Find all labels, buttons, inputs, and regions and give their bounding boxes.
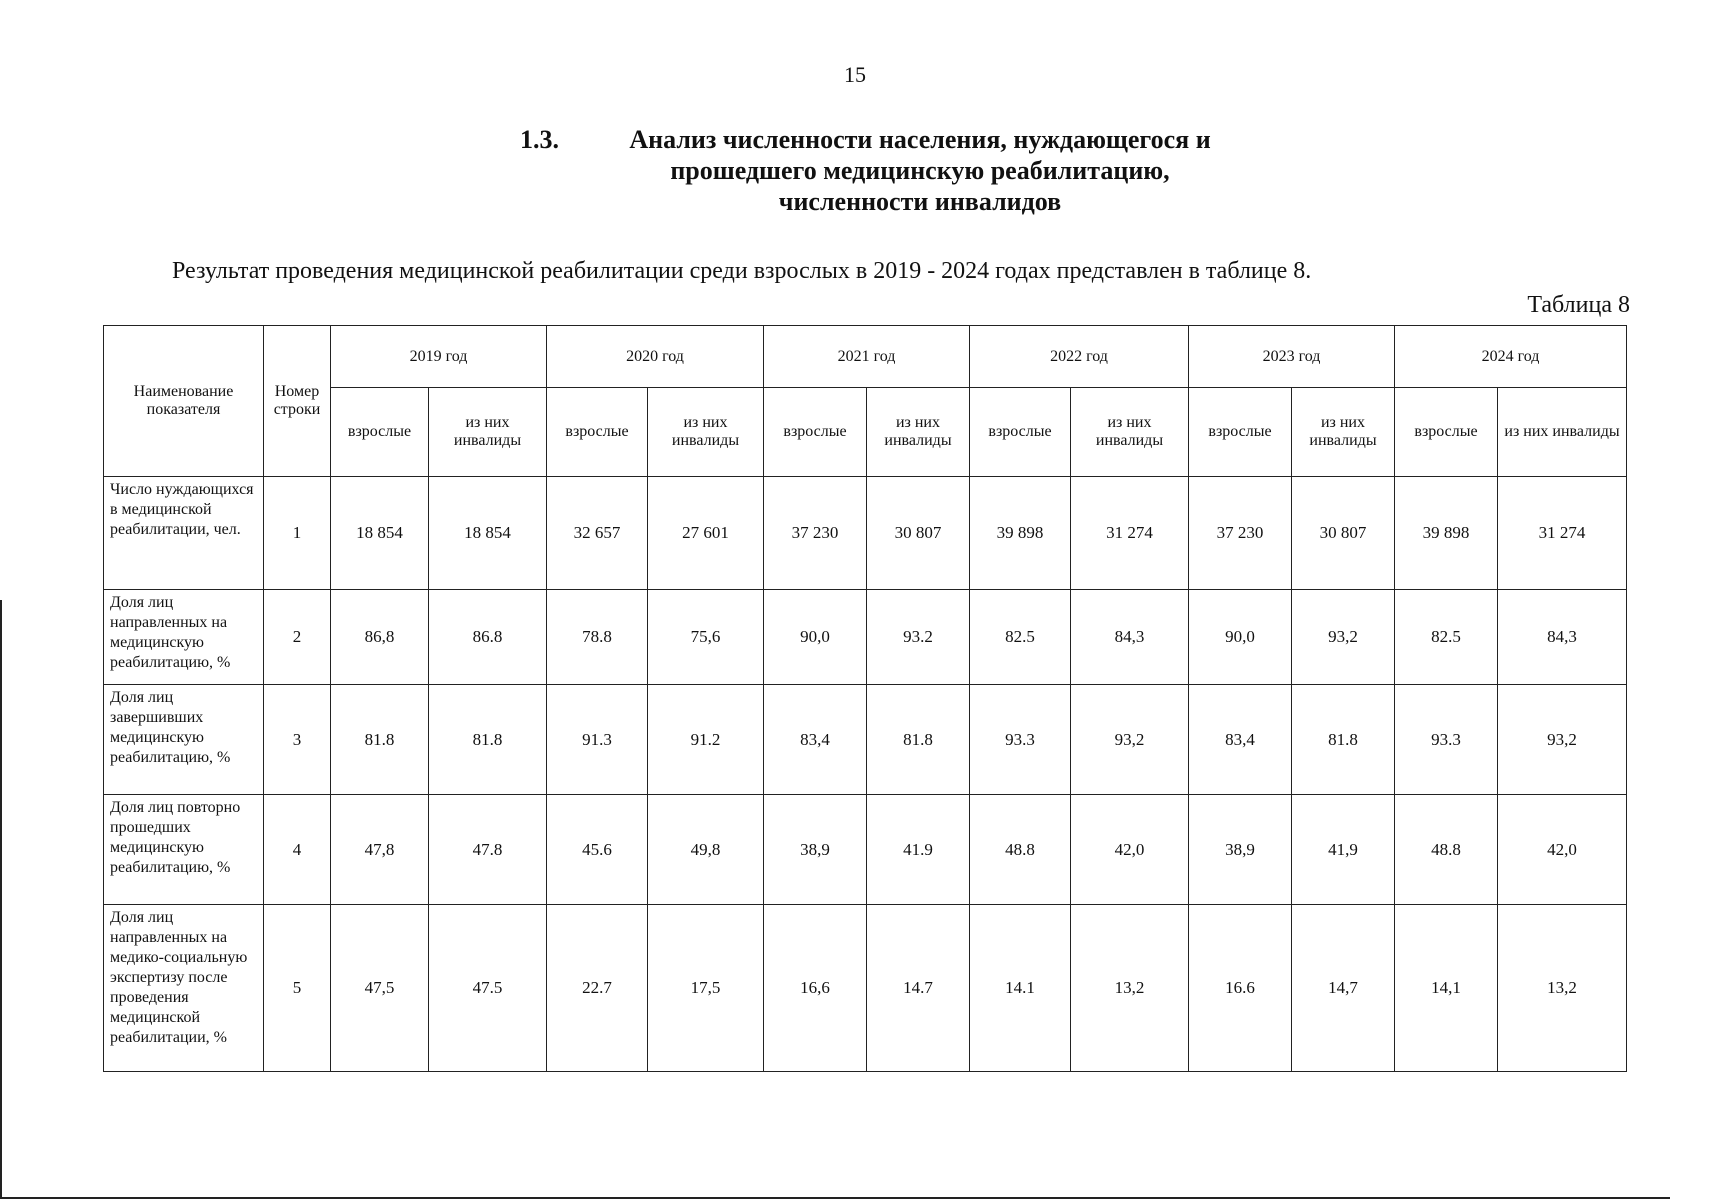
row-number: 4 xyxy=(264,795,331,905)
header-row-number: Номер строки xyxy=(264,326,331,477)
value-cell: 22.7 xyxy=(547,905,648,1072)
indicator-name: Доля лиц направленных на медицинскую реабилитацию, % xyxy=(104,590,264,685)
value-cell: 41,9 xyxy=(1292,795,1395,905)
subheader-adults: взрослые xyxy=(1395,388,1498,477)
value-cell: 13,2 xyxy=(1071,905,1189,1072)
value-cell: 27 601 xyxy=(648,477,764,590)
value-cell: 90,0 xyxy=(764,590,867,685)
value-cell: 14.1 xyxy=(970,905,1071,1072)
value-cell: 84,3 xyxy=(1498,590,1627,685)
value-cell: 78.8 xyxy=(547,590,648,685)
value-cell: 93.3 xyxy=(970,685,1071,795)
table-row xyxy=(104,905,1627,1072)
header-year-2022: 2022 год xyxy=(970,326,1189,388)
value-cell: 93,2 xyxy=(1071,685,1189,795)
value-cell: 93.2 xyxy=(867,590,970,685)
value-cell: 18 854 xyxy=(429,477,547,590)
indicator-name: Число нуждающихся в медицинской реабилитации, чел. xyxy=(104,477,264,590)
section-number: 1.3. xyxy=(520,125,559,154)
value-cell: 86.8 xyxy=(429,590,547,685)
value-cell: 93,2 xyxy=(1292,590,1395,685)
value-cell: 75,6 xyxy=(648,590,764,685)
indicator-name: Доля лиц повторно прошедших медицинскую реабилитацию, % xyxy=(104,795,264,905)
indicator-name: Доля лиц направленных на медико-социальную экспертизу после проведения медицинской реабилитации, % xyxy=(104,905,264,1072)
subheader-disabled: из них инвалиды xyxy=(648,388,764,477)
row-number: 1 xyxy=(264,477,331,590)
row-number: 5 xyxy=(264,905,331,1072)
value-cell: 81.8 xyxy=(1292,685,1395,795)
value-cell: 93.3 xyxy=(1395,685,1498,795)
section-heading xyxy=(520,124,1320,217)
value-cell: 42,0 xyxy=(1498,795,1627,905)
value-cell: 84,3 xyxy=(1071,590,1189,685)
table-row xyxy=(104,590,1627,685)
value-cell: 82.5 xyxy=(1395,590,1498,685)
subheader-adults: взрослые xyxy=(764,388,867,477)
value-cell: 49,8 xyxy=(648,795,764,905)
value-cell: 30 807 xyxy=(1292,477,1395,590)
value-cell: 31 274 xyxy=(1071,477,1189,590)
subheader-adults: взрослые xyxy=(547,388,648,477)
value-cell: 91.3 xyxy=(547,685,648,795)
header-year-2021: 2021 год xyxy=(764,326,970,388)
value-cell: 14,1 xyxy=(1395,905,1498,1072)
intro-paragraph: Результат проведения медицинской реабилитации среди взрослых в 2019 - 2024 годах представлен в таблице 8. xyxy=(172,258,1312,284)
value-cell: 47.5 xyxy=(429,905,547,1072)
value-cell: 47,8 xyxy=(331,795,429,905)
value-cell: 91.2 xyxy=(648,685,764,795)
header-year-2020: 2020 год xyxy=(547,326,764,388)
value-cell: 48.8 xyxy=(970,795,1071,905)
subheader-disabled: из них инвалиды xyxy=(1071,388,1189,477)
row-number: 3 xyxy=(264,685,331,795)
value-cell: 17,5 xyxy=(648,905,764,1072)
subheader-adults: взрослые xyxy=(331,388,429,477)
header-year-2024: 2024 год xyxy=(1395,326,1627,388)
value-cell: 39 898 xyxy=(1395,477,1498,590)
subheader-disabled: из них инвалиды xyxy=(867,388,970,477)
value-cell: 16.6 xyxy=(1189,905,1292,1072)
row-number: 2 xyxy=(264,590,331,685)
value-cell: 93,2 xyxy=(1498,685,1627,795)
subheader-disabled: из них инвалиды xyxy=(1498,388,1627,477)
value-cell: 90,0 xyxy=(1189,590,1292,685)
table-row xyxy=(104,795,1627,905)
value-cell: 81.8 xyxy=(867,685,970,795)
table-label: Таблица 8 xyxy=(1527,292,1630,318)
value-cell: 42,0 xyxy=(1071,795,1189,905)
value-cell: 81.8 xyxy=(429,685,547,795)
subheader-disabled: из них инвалиды xyxy=(429,388,547,477)
subheader-disabled: из них инвалиды xyxy=(1292,388,1395,477)
scan-edge-line-bottom xyxy=(0,1197,1670,1199)
value-cell: 47,5 xyxy=(331,905,429,1072)
value-cell: 13,2 xyxy=(1498,905,1627,1072)
value-cell: 14.7 xyxy=(867,905,970,1072)
indicator-name: Доля лиц завершивших медицинскую реабилитацию, % xyxy=(104,685,264,795)
section-title-line-2: прошедшего медицинскую реабилитацию, xyxy=(670,156,1170,185)
rehabilitation-table xyxy=(103,325,1627,1072)
value-cell: 39 898 xyxy=(970,477,1071,590)
scan-edge-line-left xyxy=(0,600,2,1198)
value-cell: 16,6 xyxy=(764,905,867,1072)
value-cell: 18 854 xyxy=(331,477,429,590)
value-cell: 30 807 xyxy=(867,477,970,590)
value-cell: 38,9 xyxy=(1189,795,1292,905)
value-cell: 45.6 xyxy=(547,795,648,905)
value-cell: 86,8 xyxy=(331,590,429,685)
header-indicator-name: Наименование показателя xyxy=(104,326,264,477)
value-cell: 37 230 xyxy=(1189,477,1292,590)
header-year-2023: 2023 год xyxy=(1189,326,1395,388)
value-cell: 32 657 xyxy=(547,477,648,590)
value-cell: 83,4 xyxy=(764,685,867,795)
page-number: 15 xyxy=(844,62,866,87)
subheader-adults: взрослые xyxy=(970,388,1071,477)
value-cell: 82.5 xyxy=(970,590,1071,685)
value-cell: 83,4 xyxy=(1189,685,1292,795)
table-row xyxy=(104,685,1627,795)
value-cell: 48.8 xyxy=(1395,795,1498,905)
subheader-adults: взрослые xyxy=(1189,388,1292,477)
value-cell: 31 274 xyxy=(1498,477,1627,590)
header-year-2019: 2019 год xyxy=(331,326,547,388)
value-cell: 38,9 xyxy=(764,795,867,905)
value-cell: 37 230 xyxy=(764,477,867,590)
value-cell: 81.8 xyxy=(331,685,429,795)
value-cell: 14,7 xyxy=(1292,905,1395,1072)
table-row xyxy=(104,477,1627,590)
value-cell: 41.9 xyxy=(867,795,970,905)
value-cell: 47.8 xyxy=(429,795,547,905)
section-title-line-3: численности инвалидов xyxy=(778,187,1062,216)
section-title-line-1: Анализ численности населения, нуждающегося и xyxy=(629,125,1211,154)
